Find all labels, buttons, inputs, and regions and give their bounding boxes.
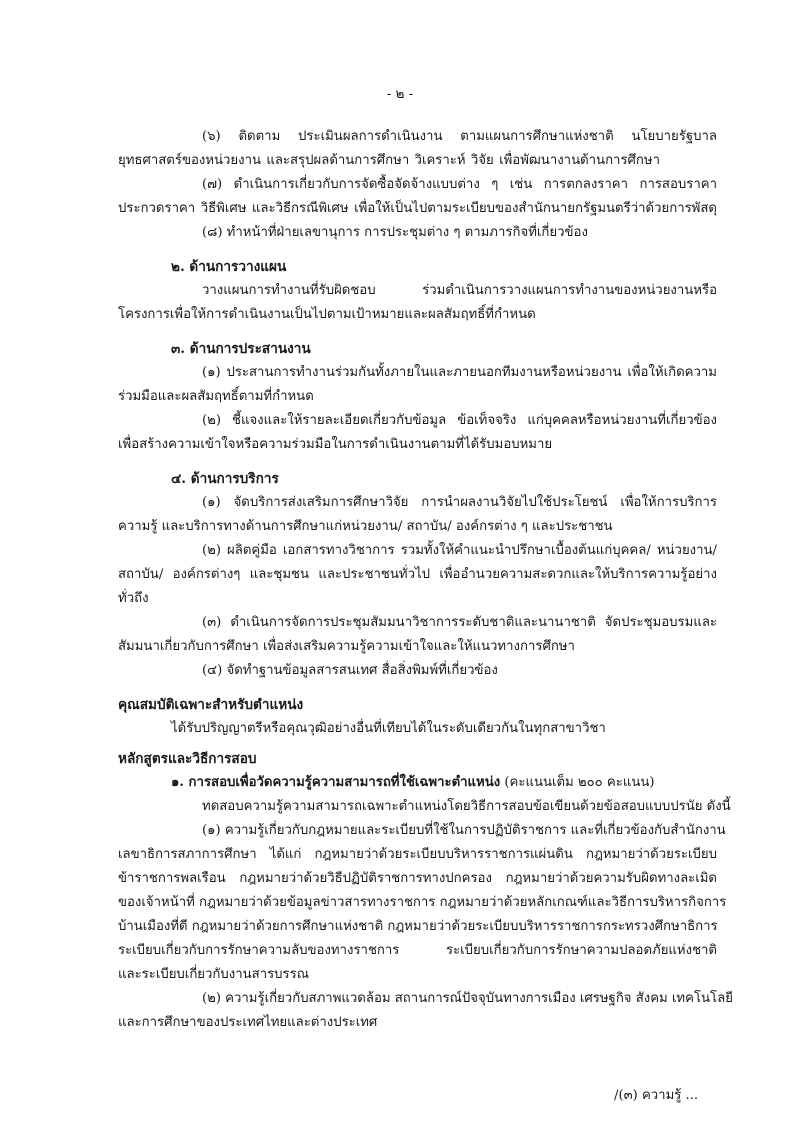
planning-line-1: วางแผนการทำงานที่รับผิดชอบ ร่วมดำเนินการวางแผนการทำงานของหน่วยงานหรือ	[202, 283, 717, 298]
qualifications-line-1: ได้รับปริญญาตรีหรือคุณวุฒิอย่างอื่นที่เทียบได้ในระดับเดียวกันในทุกสาขาวิชา	[171, 721, 606, 736]
planning-line-2: โครงการเพื่อให้การดำเนินงานเป็นไปตามเป้าหมายและผลสัมฤทธิ์ที่กำหนด	[118, 307, 536, 322]
service-item-3-line-2: สัมมนาเกี่ยวกับการศึกษา เพื่อส่งเสริมความรู้ความเข้าใจและให้แนวทางการศึกษา	[118, 639, 575, 654]
exam-item-1-line-5: บ้านเมืองที่ดี กฎหมายว่าด้วยการศึกษาแห่งชาติ กฎหมายว่าด้วยระเบียบบริหารราชการกระทรวงศึกษาธิการ	[118, 919, 718, 934]
continuation-note: /(๓) ความรู้ ...	[614, 1088, 699, 1103]
duty-item-6-line-2: ยุทธศาสตร์ของหน่วยงาน และสรุปผลด้านการศึกษา วิเคราะห์ วิจัย เพื่อพัฒนางานด้านการศึกษา	[118, 153, 660, 168]
exam-item-1-line-3: ข้าราชการพลเรือน กฎหมายว่าด้วยวิธีปฏิบัติราชการทางปกครอง กฎหมายว่าด้วยความรับผิดทางละเมิด	[118, 871, 717, 886]
exam-item-1-line-2: เลขาธิการสภาการศึกษา ได้แก่ กฎหมายว่าด้วยระเบียบบริหารราชการแผ่นดิน กฎหมายว่าด้วยระเบียบ	[118, 847, 717, 862]
duty-item-7-line-1: (๗) ดำเนินการเกี่ยวกับการจัดซื้อจัดจ้างแบบต่าง ๆ เช่น การตกลงราคา การสอบราคา	[202, 177, 717, 192]
page-number: - ๒ -	[386, 86, 414, 102]
exam-sub-1	[171, 774, 655, 792]
duty-item-6-line-1: (๖) ติดตาม ประเมินผลการดำเนินงาน ตามแผนการศึกษาแห่งชาติ นโยบายรัฐบาล	[202, 129, 717, 144]
exam-sub-1-intro: ทดสอบความรู้ความสามารถเฉพาะตำแหน่งโดยวิธีการสอบข้อเขียนด้วยข้อสอบแบบปรนัย ดังนี้	[202, 799, 731, 814]
service-item-2-line-2: สถาบัน/ องค์กรต่างๆ และชุมชน และประชาชนทั่วไป เพื่ออำนวยความสะดวกและให้บริการความรู้อย่าง	[118, 567, 717, 582]
section-heading-service: ๔. ด้านการบริการ	[171, 471, 279, 487]
coordination-item-2-line-1: (๒) ชี้แจงและให้รายละเอียดเกี่ยวกับข้อมูล ข้อเท็จจริง แก่บุคคลหรือหน่วยงานที่เกี่ยวข้อง	[202, 413, 717, 428]
exam-sub-1-title: ๑. การสอบเพื่อวัดความรู้ความสามารถที่ใช้เฉพาะตำแหน่ง	[171, 775, 501, 790]
coordination-item-2-line-2: เพื่อสร้างความเข้าใจหรือความร่วมมือในการดำเนินงานตามที่ได้รับมอบหมาย	[118, 437, 553, 452]
exam-heading: หลักสูตรและวิธีการสอบ	[118, 751, 257, 767]
exam-item-2-line-2: และการศึกษาของประเทศไทยและต่างประเทศ	[118, 1015, 378, 1030]
exam-item-1-line-4: ของเจ้าหน้าที่ กฎหมายว่าด้วยข้อมูลข่าวสารทางราชการ กฎหมายว่าด้วยหลักเกณฑ์และวิธีการบริหารกิจการ	[118, 895, 727, 910]
exam-item-1-line-1: (๑) ความรู้เกี่ยวกับกฎหมายและระเบียบที่ใช้ในการปฏิบัติราชการ และที่เกี่ยวข้องกับสำนักงาน	[202, 823, 726, 838]
duty-item-8-line-1: (๘) ทำหน้าที่ฝ่ายเลขานุการ การประชุมต่าง ๆ ตามภารกิจที่เกี่ยวข้อง	[202, 225, 588, 240]
exam-item-1-line-6: ระเบียบเกี่ยวกับการรักษาความลับของทางราชการ ระเบียบเกี่ยวกับการรักษาความปลอดภัยแห่งชาติ	[118, 943, 717, 958]
section-heading-coordination: ๓. ด้านการประสานงาน	[171, 341, 311, 357]
service-item-3-line-1: (๓) ดำเนินการจัดการประชุมสัมมนาวิชาการระดับชาติและนานาชาติ จัดประชุมอบรมและ	[202, 615, 717, 630]
service-item-4-line-1: (๔) จัดทำฐานข้อมูลสารสนเทศ สื่อสิ่งพิมพ์ที่เกี่ยวข้อง	[202, 663, 498, 678]
exam-item-2-line-1: (๒) ความรู้เกี่ยวกับสภาพแวดล้อม สถานการณ์ปัจจุบันทางการเมือง เศรษฐกิจ สังคม เทคโนโลยี	[202, 991, 733, 1006]
service-item-2-line-1: (๒) ผลิตคู่มือ เอกสารทางวิชาการ รวมทั้งให้คำแนะนำปรึกษาเบื้องต้นแก่บุคคล/ หน่วยงาน/	[202, 543, 717, 558]
service-item-2-line-3: ทั่วถึง	[118, 591, 149, 606]
exam-item-1-line-7: และระเบียบเกี่ยวกับงานสารบรรณ	[118, 967, 309, 982]
service-item-1-line-1: (๑) จัดบริการส่งเสริมการศึกษาวิจัย การนำผลงานวิจัยไปใช้ประโยชน์ เพื่อให้การบริการ	[202, 495, 717, 510]
section-heading-planning: ๒. ด้านการวางแผน	[171, 259, 287, 275]
qualifications-heading: คุณสมบัติเฉพาะสำหรับตำแหน่ง	[118, 697, 304, 713]
coordination-item-1-line-2: ร่วมมือและผลสัมฤทธิ์ตามที่กำหนด	[118, 389, 314, 404]
exam-sub-1-score: (คะแนนเต็ม ๒๐๐ คะแนน)	[504, 775, 655, 790]
service-item-1-line-2: ความรู้ และบริการทางด้านการศึกษาแก่หน่วยงาน/ สถาบัน/ องค์กรต่าง ๆ และประชาชน	[118, 519, 613, 534]
coordination-item-1-line-1: (๑) ประสานการทำงานร่วมกันทั้งภายในและภายนอกทีมงานหรือหน่วยงาน เพื่อให้เกิดความ	[202, 365, 717, 380]
duty-item-7-line-2: ประกวดราคา วิธีพิเศษ และวิธีกรณีพิเศษ เพื่อให้เป็นไปตามระเบียบของสำนักนายกรัฐมนตรีว่าด้วยการพัสดุ	[118, 201, 717, 216]
